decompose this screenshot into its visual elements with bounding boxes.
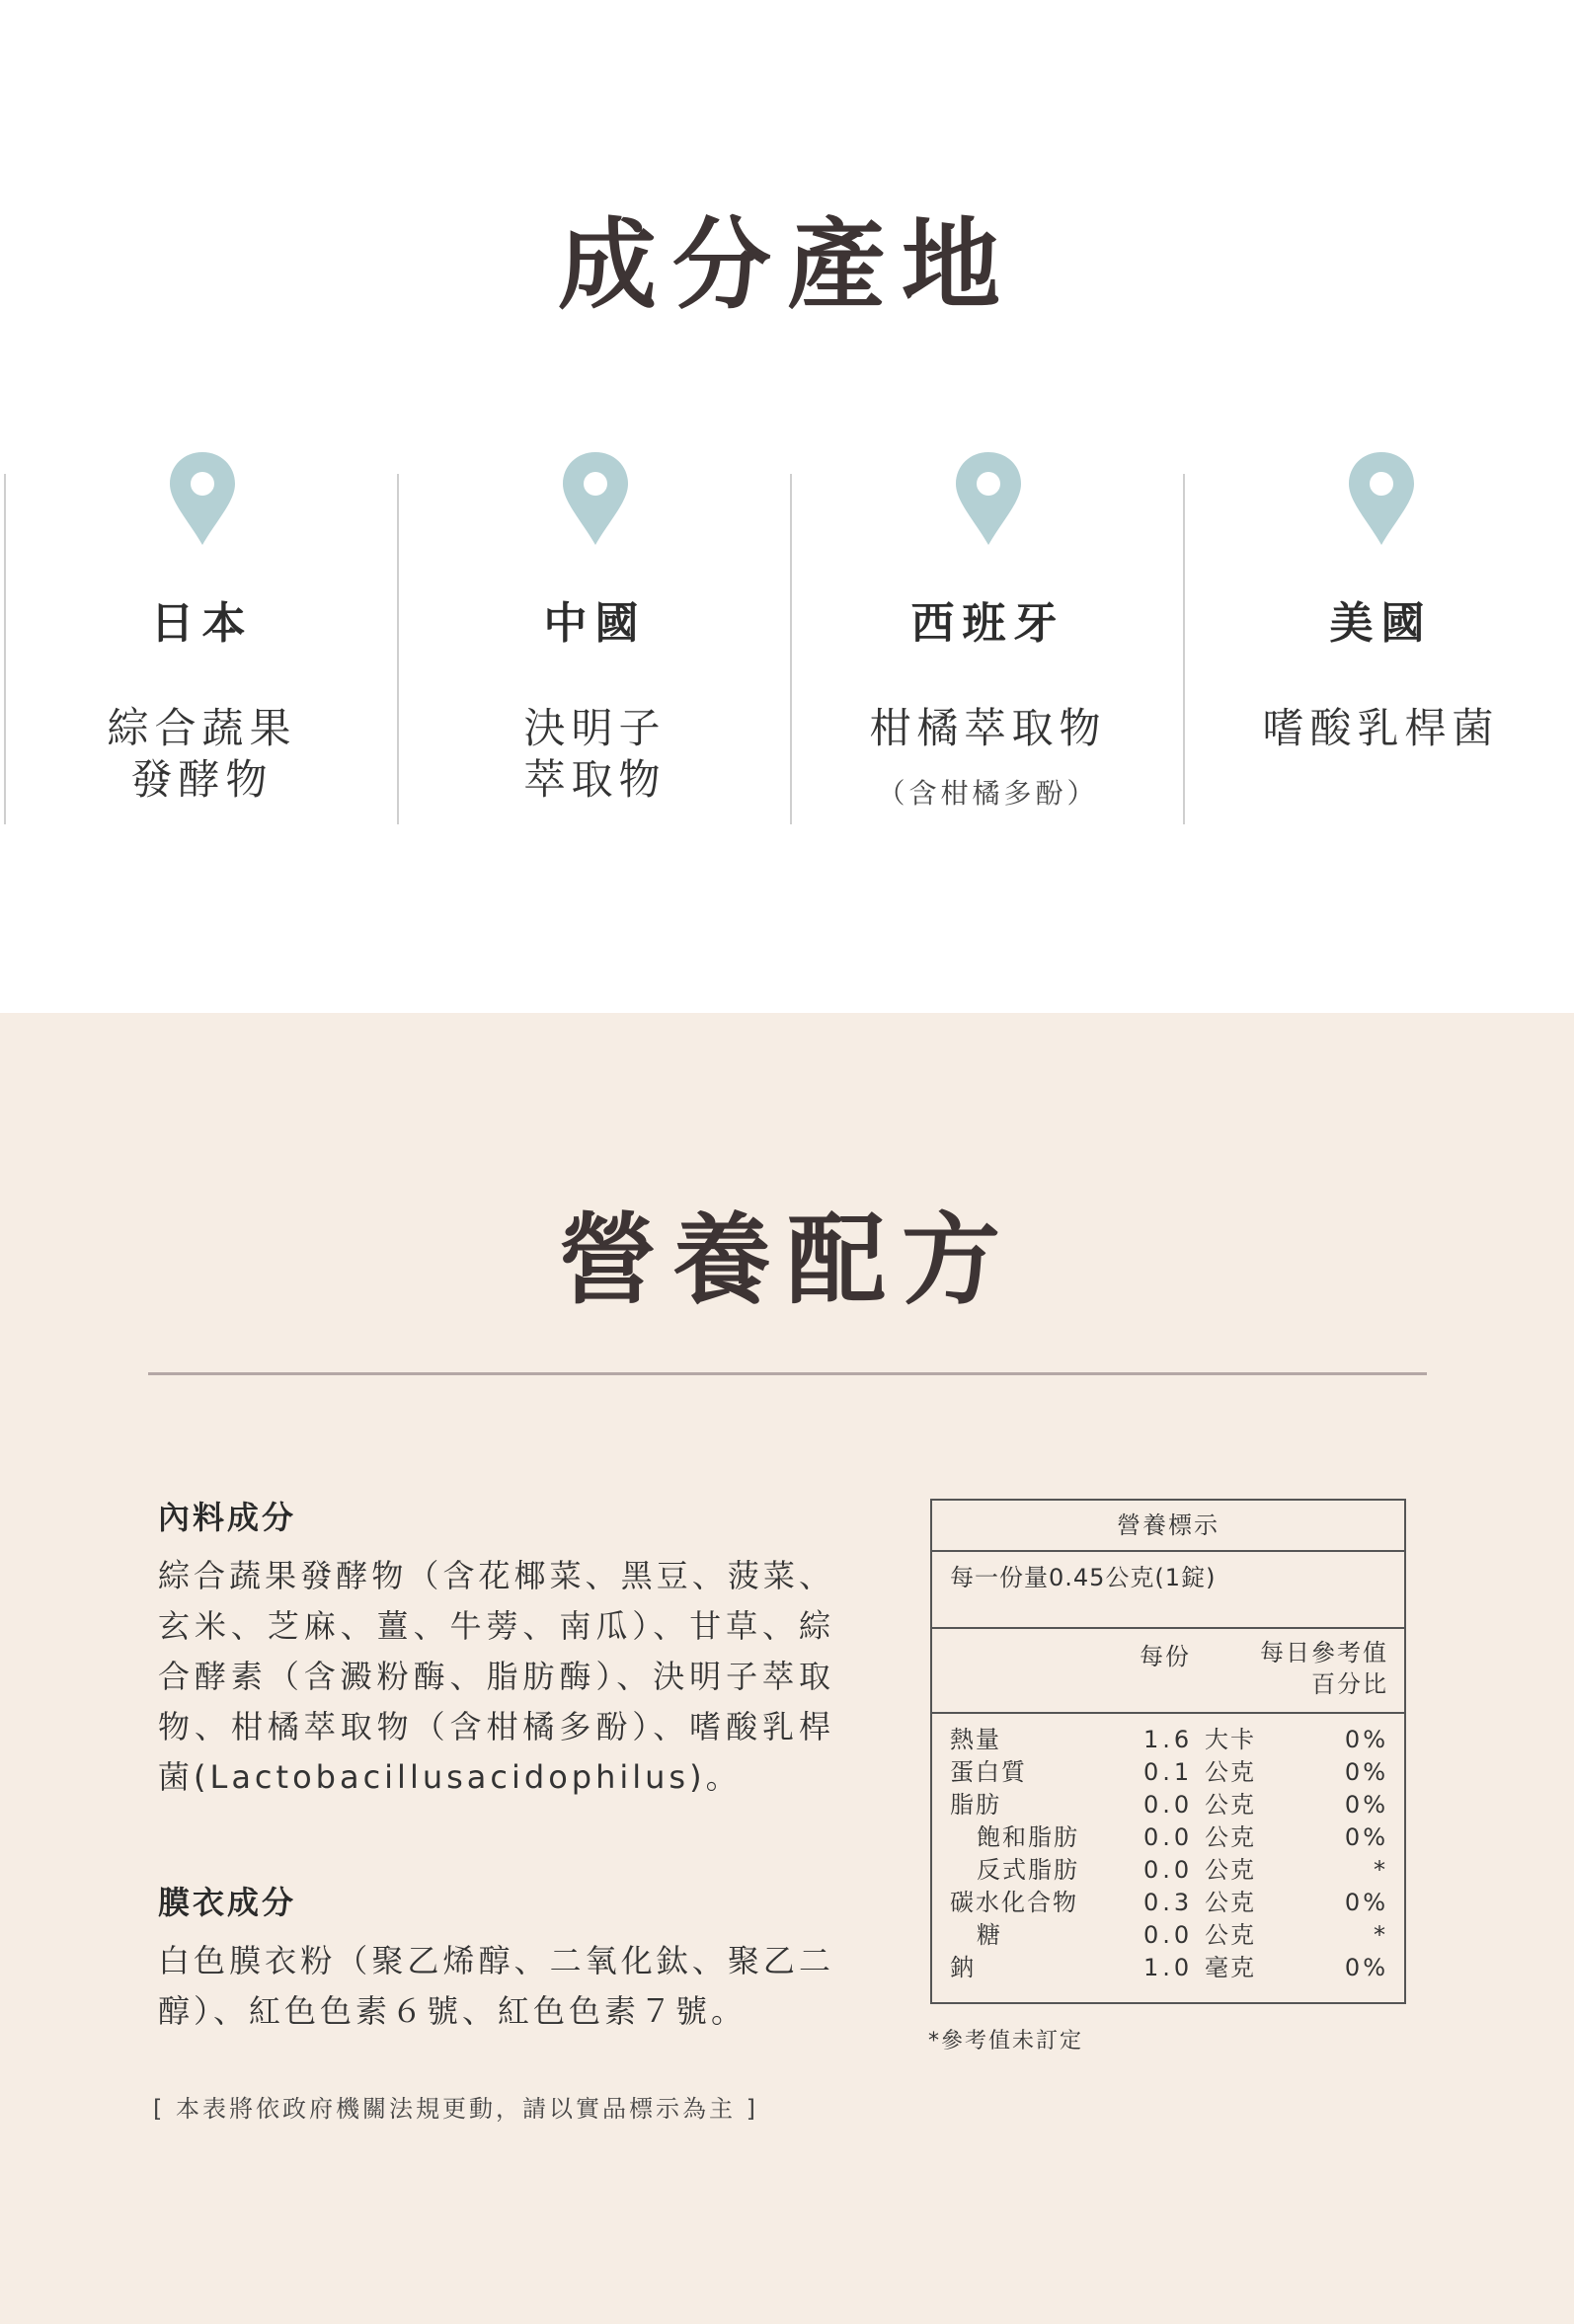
nutrient-percent: 0%	[1344, 1954, 1388, 1981]
nutrition-row	[932, 1821, 1404, 1854]
nutrient-value: 1.0	[1143, 1954, 1194, 1981]
coating-text: 白色膜衣粉（聚乙烯醇、二氧化鈦、聚乙二醇）、紅色色素６號、紅色色素７號。	[158, 1942, 834, 2030]
ingredients-heading: 內料成分	[158, 1499, 297, 1536]
nutrient-value: 0.0	[1143, 1856, 1194, 1884]
nutrient-percent: 0%	[1344, 1823, 1388, 1851]
ingredient-line: 綜合蔬果	[107, 704, 297, 752]
nutrient-name: 蛋白質	[950, 1758, 1027, 1786]
label-divider	[932, 1627, 1404, 1629]
origin-title: 成分產地	[558, 207, 1016, 323]
nutrition-footnote: *參考值未訂定	[928, 2029, 1084, 2053]
location-pin-icon	[168, 450, 237, 549]
ingredient-line: 柑橘萃取物	[869, 704, 1107, 752]
nutrition-row	[932, 1854, 1404, 1887]
nutrition-row	[932, 1756, 1404, 1789]
nutrient-name: 脂肪	[950, 1791, 1001, 1819]
nutrient-value: 0.3	[1143, 1889, 1194, 1916]
ingredient-line: 發酵物	[130, 755, 274, 804]
country-label: 西班牙	[910, 598, 1065, 649]
nutrient-value: 0.0	[1143, 1921, 1194, 1949]
ingredient-label	[792, 703, 1184, 754]
nutrient-percent: 0%	[1344, 1726, 1388, 1753]
nutrient-unit: 公克	[1205, 1856, 1256, 1884]
origin-column-usa	[1183, 474, 1574, 824]
location-pin-icon	[1347, 450, 1416, 549]
nutrient-value: 1.6	[1143, 1726, 1194, 1753]
label-divider	[932, 1550, 1404, 1552]
column-header-per-serving: 每份	[1140, 1643, 1191, 1670]
nutrient-unit: 大卡	[1205, 1726, 1256, 1753]
ingredient-line: 決明子	[523, 704, 667, 752]
nutrient-percent: *	[1374, 1921, 1388, 1949]
nutrient-value: 0.1	[1143, 1758, 1194, 1786]
country-label: 中國	[543, 598, 647, 649]
nutrient-percent: *	[1374, 1856, 1388, 1884]
origin-column-china	[397, 474, 791, 824]
nutrient-unit: 公克	[1205, 1921, 1256, 1949]
ingredient-line: 萃取物	[523, 755, 667, 804]
ingredient-label	[399, 703, 791, 806]
nutrient-name: 熱量	[950, 1726, 1001, 1753]
nutrient-name: 碳水化合物	[950, 1889, 1078, 1916]
nutrition-label	[930, 1499, 1406, 2004]
ingredient-line: 嗜酸乳桿菌	[1262, 704, 1500, 752]
column-header-line: 每日參考值	[1260, 1639, 1388, 1666]
location-pin-icon	[954, 450, 1023, 549]
nutrient-percent: 0%	[1344, 1791, 1388, 1819]
nutrition-row	[932, 1724, 1404, 1756]
nutrition-row	[932, 1952, 1404, 1984]
origin-column-japan	[4, 474, 398, 824]
origin-column-spain	[790, 474, 1184, 824]
country-label: 日本	[150, 598, 254, 649]
nutrient-unit: 公克	[1205, 1889, 1256, 1916]
nutrition-label-title: 營養標示	[1117, 1511, 1220, 1539]
column-header-line: 百分比	[1311, 1670, 1388, 1698]
ingredient-label	[6, 703, 398, 806]
ingredients-text: 綜合蔬果發酵物（含花椰菜、黑豆、菠菜、玄米、芝麻、薑、牛蒡、南瓜）、甘草、綜合酵素（含澱粉酶、脂肪酶）、決明子萃取物、柑橘萃取物（含柑橘多酚）、嗜酸乳桿菌(Lactobacillusacidophilus)。	[158, 1557, 834, 1796]
serving-size: 每一份量0.45公克(1錠)	[950, 1564, 1217, 1591]
nutrition-row	[932, 1919, 1404, 1952]
coating-heading: 膜衣成分	[158, 1884, 297, 1921]
country-label: 美國	[1329, 598, 1433, 649]
nutrient-name: 反式脂肪	[977, 1856, 1079, 1884]
nutrient-unit: 公克	[1205, 1791, 1256, 1819]
column-header-daily-value	[1260, 1637, 1388, 1700]
nutrient-unit: 公克	[1205, 1823, 1256, 1851]
nutrient-value: 0.0	[1143, 1823, 1194, 1851]
location-pin-icon	[561, 450, 630, 549]
section-divider	[148, 1372, 1427, 1375]
nutrient-name: 糖	[977, 1921, 1002, 1949]
nutrient-percent: 0%	[1344, 1758, 1388, 1786]
nutrient-value: 0.0	[1143, 1791, 1194, 1819]
formula-title: 營養配方	[558, 1202, 1016, 1318]
nutrient-percent: 0%	[1344, 1889, 1388, 1916]
label-divider	[932, 1712, 1404, 1714]
nutrient-name: 飽和脂肪	[977, 1823, 1079, 1851]
ingredient-note: （含柑橘多酚）	[877, 777, 1099, 810]
ingredient-label	[1185, 703, 1574, 754]
regulation-note: [ 本表將依政府機關法規更動，請以實品標示為主 ]	[153, 2095, 758, 2123]
nutrient-name: 鈉	[950, 1954, 976, 1981]
formula-section	[0, 1013, 1574, 2324]
nutrition-row	[932, 1887, 1404, 1919]
nutrient-unit: 毫克	[1205, 1954, 1256, 1981]
origin-section	[0, 0, 1574, 1013]
nutrition-row	[932, 1789, 1404, 1821]
nutrient-unit: 公克	[1205, 1758, 1256, 1786]
